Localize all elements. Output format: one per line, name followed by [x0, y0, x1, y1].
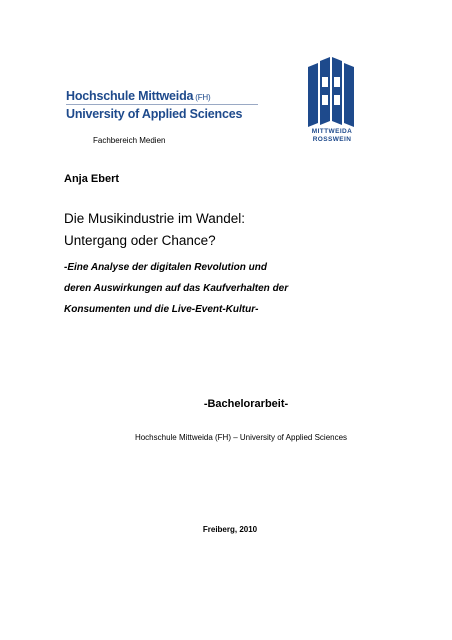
university-subtitle: University of Applied Sciences — [66, 107, 243, 121]
logo-divider — [66, 104, 258, 105]
thesis-title-line-2: Untergang oder Chance? — [64, 233, 216, 248]
thesis-type: -Bachelorarbeit- — [203, 398, 289, 410]
place-and-year: Freiberg, 2010 — [202, 525, 258, 534]
emblem-text-mittweida: MITTWEIDA — [311, 128, 353, 135]
author-name: Anja Ebert — [64, 173, 120, 185]
department: Fachbereich Medien — [93, 136, 166, 145]
thesis-subtitle-line-3: Konsumenten und die Live-Event-Kultur- — [64, 304, 259, 315]
thesis-subtitle-line-2: deren Auswirkungen auf das Kaufverhalten der — [64, 283, 289, 294]
university-logo-text — [66, 89, 210, 105]
thesis-subtitle-line-1: -Eine Analyse der digitalen Revolution und — [64, 262, 267, 273]
institution: Hochschule Mittweida (FH) – University of Applied Sciences — [134, 433, 348, 442]
university-suffix: (FH) — [195, 93, 211, 102]
university-name: Hochschule Mittweida — [66, 89, 194, 103]
emblem-text-rosswein: ROSSWEIN — [312, 136, 352, 143]
thesis-title-line-1: Die Musikindustrie im Wandel: — [64, 211, 246, 226]
